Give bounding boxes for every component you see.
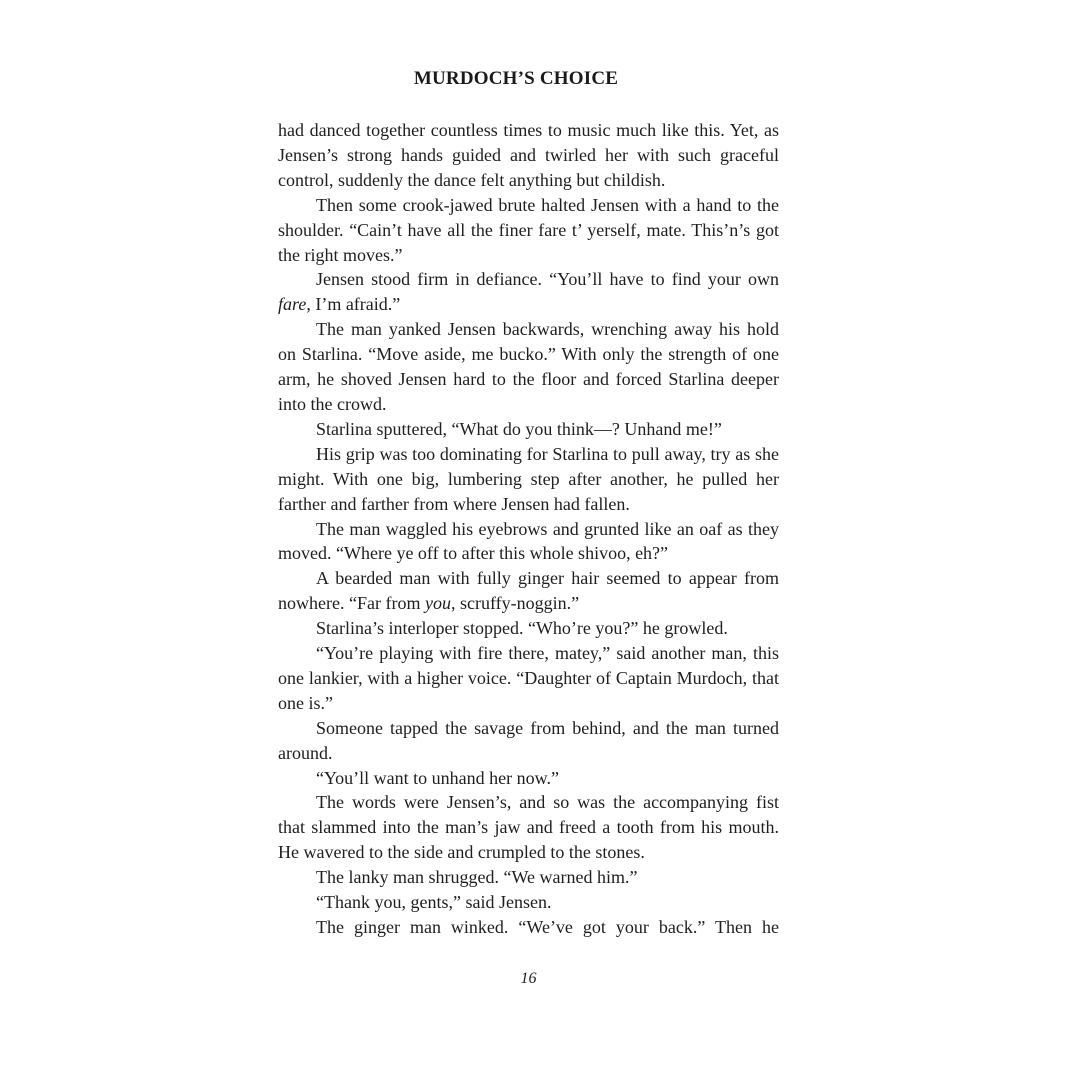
- paragraph-text: Starlina’s interloper stopped. “Who’re you?” he growled.: [316, 618, 728, 639]
- paragraph: [278, 865, 779, 890]
- paragraph: [278, 317, 779, 417]
- paragraph-text: Then some crook-jawed brute halted Jensen with a hand to the shoulder. “Cain’t have all the finer fare t’ yerself, mate. This’n’s got the right moves.”: [278, 194, 779, 265]
- paragraph-text: “Thank you, gents,” said Jensen.: [316, 892, 552, 913]
- paragraph-text: Someone tapped the savage from behind, and the man turned around.: [278, 717, 779, 763]
- emphasis-text: you: [424, 593, 451, 614]
- paragraph: [278, 517, 779, 567]
- paragraph-text: “You’ll want to unhand her now.”: [316, 767, 559, 788]
- paragraph-text: , I’m afraid.”: [306, 294, 401, 315]
- paragraph: [278, 267, 779, 317]
- paragraph: [278, 641, 779, 716]
- paragraph-text: His grip was too dominating for Starlina to pull away, try as she might. With one big, lumbering step after another, he pulled her farther and farther from where Jensen had fallen.: [278, 443, 779, 514]
- paragraph-text: , scruffy-noggin.”: [450, 593, 580, 614]
- paragraph: [278, 890, 779, 915]
- paragraph: [278, 915, 779, 940]
- paragraph-text: Starlina sputtered, “What do you think—? Unhand me!”: [316, 418, 722, 439]
- paragraph-text: The lanky man shrugged. “We warned him.”: [316, 867, 638, 888]
- running-head: MURDOCH’S CHOICE: [413, 68, 619, 89]
- paragraph-text: The man waggled his eyebrows and grunted like an oaf as they moved. “Where ye off to after this whole shivoo, eh?”: [278, 518, 779, 564]
- paragraph-text: “You’re playing with fire there, matey,” said another man, this one lankier, with a higher voice. “Daughter of Captain Murdoch, that one is.”: [278, 643, 779, 713]
- paragraph: [278, 616, 779, 641]
- paragraph-text: The words were Jensen’s, and so was the accompanying fist that slammed into the man’s jaw and freed a tooth from his mouth. He wavered to the side and crumpled to the stones.: [278, 792, 779, 863]
- paragraph-text: The ginger man winked. “We’ve got your back.” Then he: [316, 917, 779, 937]
- paragraph-text: A bearded man with fully ginger hair seemed to appear from nowhere. “Far from: [278, 568, 779, 614]
- paragraph: [278, 193, 779, 268]
- paragraph: [278, 566, 779, 616]
- body-text: [278, 118, 779, 940]
- paragraph: [278, 118, 779, 193]
- paragraph-text: Jensen stood firm in defiance. “You’ll have to find your own: [316, 269, 779, 290]
- paragraph-text: had danced together countless times to music much like this. Yet, as Jensen’s strong hands guided and twirled her with such graceful control, suddenly the dance felt anything but childish.: [278, 120, 779, 190]
- paragraph: [278, 442, 779, 517]
- paragraph: [278, 716, 779, 766]
- paragraph: [278, 417, 779, 442]
- paragraph: [278, 766, 779, 791]
- paragraph-text: The man yanked Jensen backwards, wrenching away his hold on Starlina. “Move aside, me bucko.” With only the strength of one arm, he shoved Jensen hard to the floor and forced Starlina deeper into the crowd.: [278, 319, 779, 414]
- page-number: 16: [520, 970, 537, 987]
- paragraph: [278, 790, 779, 865]
- emphasis-text: fare: [278, 294, 307, 315]
